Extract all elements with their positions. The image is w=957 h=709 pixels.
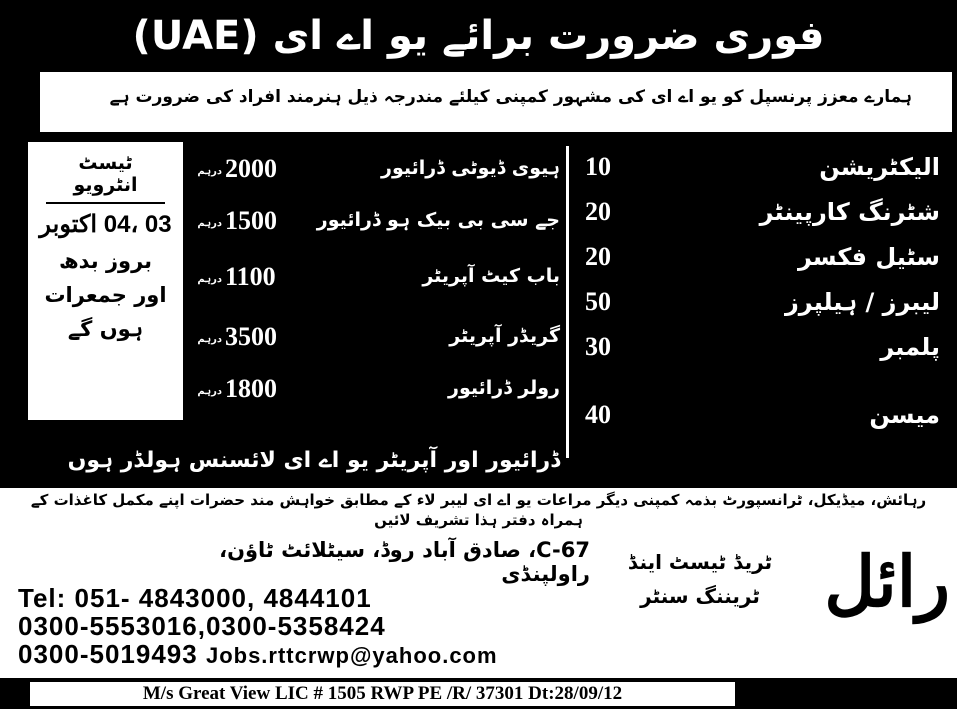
salary: 1500 <box>225 206 277 235</box>
trade-name: میسن <box>869 401 940 429</box>
salary: 1100 <box>225 262 276 291</box>
salary: 3500 <box>225 322 277 351</box>
column-divider <box>566 146 569 458</box>
currency-label: درہم <box>197 334 222 345</box>
footer-licence: M/s Great View LIC # 1505 RWP PE /R/ 37301 Dt:28/09/12 <box>30 682 735 706</box>
telephone: Tel: 051- 4843000, 4844101 <box>18 583 372 613</box>
company-line1: ٹریڈ ٹیسٹ اینڈ <box>627 550 773 574</box>
email-link[interactable]: Jobs.rttcrwp@yahoo.com <box>205 643 498 668</box>
contact-block <box>18 584 498 670</box>
benefits-text: رہائش، میڈیکل، ٹرانسپورٹ بذمہ کمپنی دیگر مراعات یو اے ای لیبر لاء کے مطابق خواہش مند حضرات اپنے مکمل کاغذات کے ہمراہ دفتر ہذا تشریف لائیں <box>30 491 927 529</box>
trade-count: 50 <box>585 287 611 316</box>
address: C-67، صادق آباد روڈ، سیٹلائٹ ٹاؤن، راولپنڈی <box>219 538 590 586</box>
currency-label: درہم <box>197 274 222 285</box>
vehicle-job: گریڈر آپریٹر <box>449 325 560 347</box>
vehicle-job: ہیوی ڈیوٹی ڈرائیور <box>381 157 560 179</box>
vehicle-job: باب کیٹ آپریٹر <box>422 265 560 287</box>
trade-count: 20 <box>585 242 611 271</box>
intro-text: ہمارے معزز پرنسپل کو یو اے ای کی مشہور کمپنی کیلئے مندرجہ ذیل ہنرمند افراد کی ضرورت ہے <box>40 72 952 132</box>
interview-day2: اور جمعرات <box>44 283 167 307</box>
trade-count: 10 <box>585 152 611 181</box>
salary: 2000 <box>225 154 277 183</box>
mobile-numbers: 0300-5553016,0300-5358424 <box>18 611 386 641</box>
ad-title: فوری ضرورت برائے یو اے ای (UAE) <box>132 13 825 59</box>
trade-name: پلمبر <box>880 333 940 361</box>
vehicle-job: رولر ڈرائیور <box>448 377 560 399</box>
currency-label: درہم <box>197 218 222 229</box>
trade-name: لیبرز / ہیلپرز <box>784 288 940 316</box>
mobile-number: 0300-5019493 <box>18 639 198 669</box>
currency-label: درہم <box>197 166 222 177</box>
trade-count: 40 <box>585 400 611 429</box>
trade-name: شٹرنگ کارپینٹر <box>759 198 940 226</box>
trade-count: 20 <box>585 197 611 226</box>
trade-count: 30 <box>585 332 611 361</box>
company-line2: ٹریننگ سنٹر <box>640 584 760 608</box>
currency-label: درہم <box>197 386 222 397</box>
trade-name: الیکٹریشن <box>819 153 940 181</box>
licence-note: ڈرائیور اور آپریٹر یو اے ای لائسنس ہولڈر ہوں <box>120 440 560 488</box>
trade-name: سٹیل فکسر <box>798 243 940 271</box>
vehicle-job: جے سی بی بیک ہو ڈرائیور <box>316 209 560 231</box>
interview-box <box>28 142 183 420</box>
interview-day1: بروز بدھ <box>58 249 153 273</box>
interview-end: ہوں گے <box>67 317 144 341</box>
salary: 1800 <box>225 374 277 403</box>
interview-dates: 03 ،04 اکتوبر <box>39 211 172 238</box>
company-logo: رائل <box>824 540 950 623</box>
interview-heading: ٹیسٹ انٹرویو <box>46 152 165 204</box>
company-name <box>615 545 785 613</box>
